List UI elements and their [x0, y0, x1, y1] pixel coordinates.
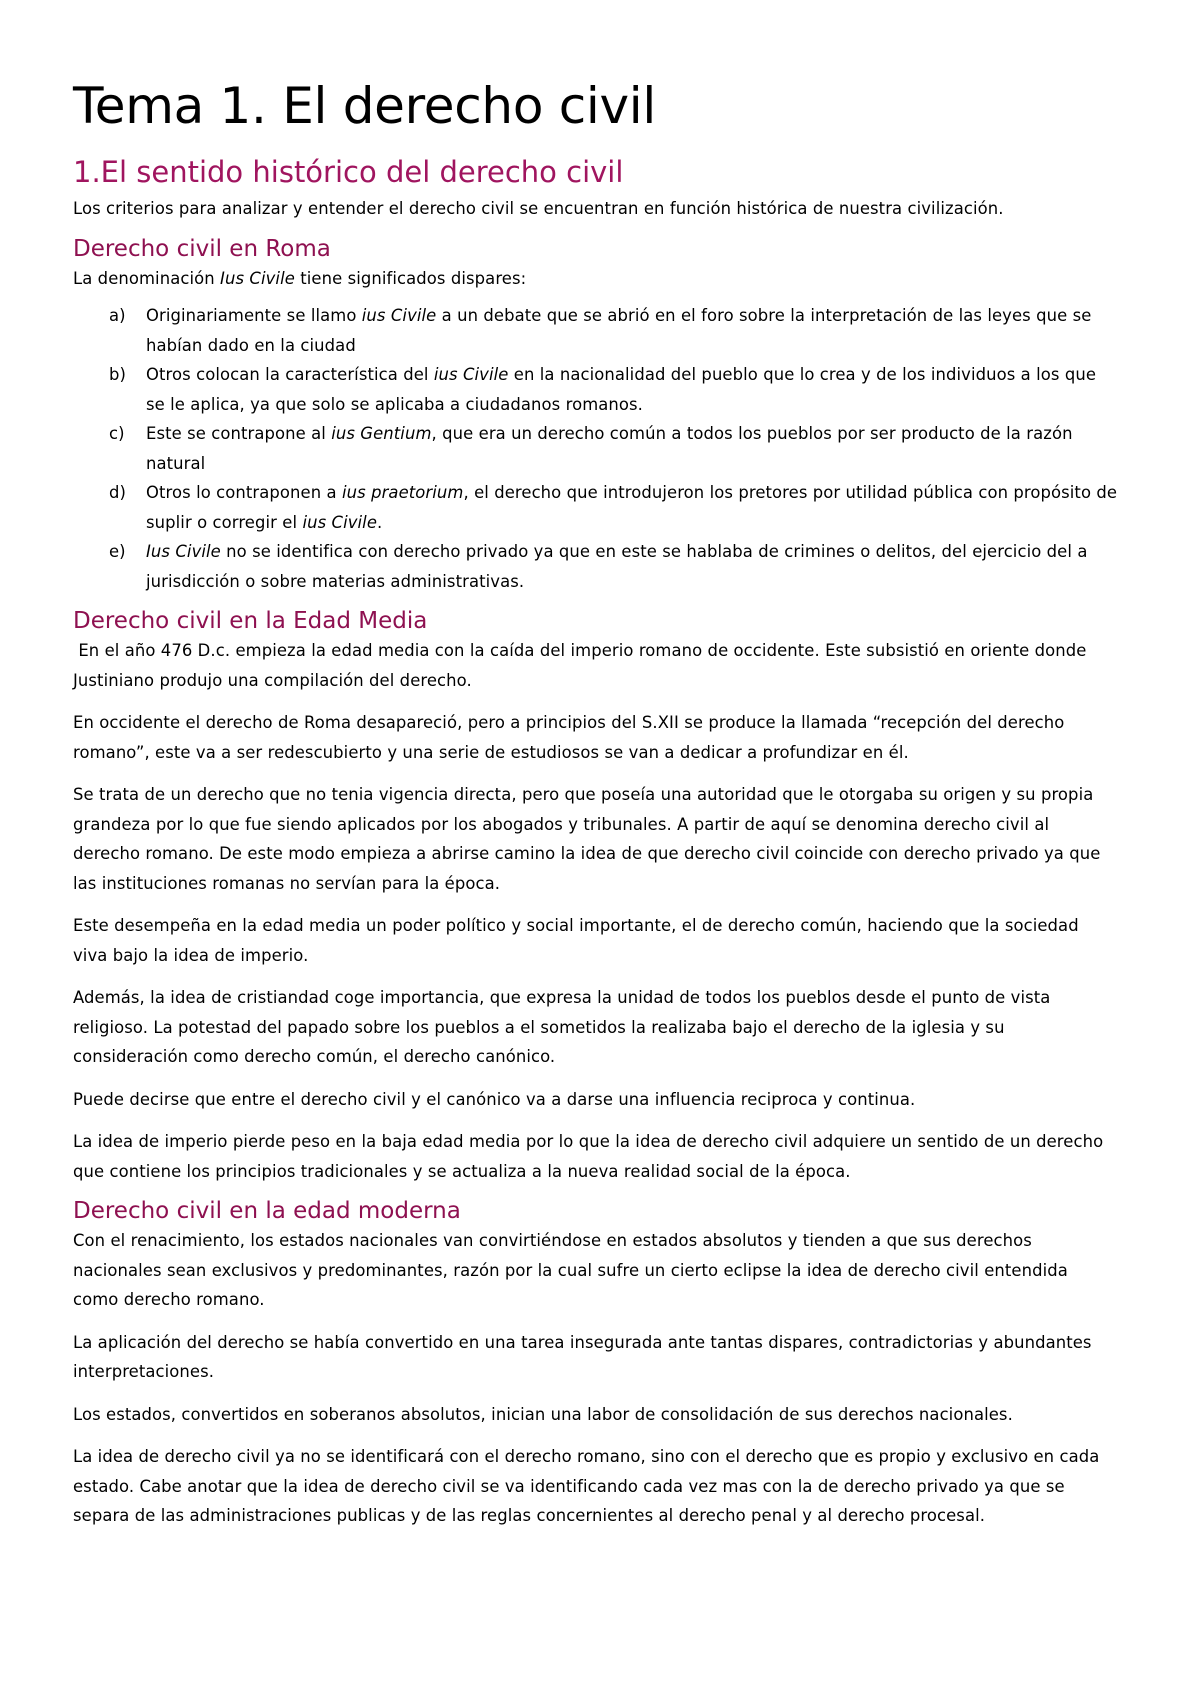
paragraph: En occidente el derecho de Roma desapareció, pero a principios del S.XII se produce la llamada “recepción del derecho romano”, este va a ser redescubierto y una serie de estudiosos se van a dedicar a profundizar en él. [73, 713, 1065, 762]
paragraph: Puede decirse que entre el derecho civil y el canónico va a darse una influencia reciproca y continua. [73, 1089, 916, 1109]
subheading-roma: Derecho civil en Roma [73, 235, 331, 262]
list-item: c) Este se contrapone al ius Gentium, que era un derecho común a todos los pueblos por ser producto de la razón natural [73, 419, 1118, 478]
paragraph: Los estados, convertidos en soberanos absolutos, inician una labor de consolidación de sus derechos nacionales. [73, 1404, 1013, 1424]
list-marker: a) [109, 306, 126, 325]
list-item: b) Otros colocan la característica del ius Civile en la nacionalidad del pueblo que lo crea y de los individuos a los que se le aplica, ya que solo se aplicaba a ciudadanos romanos. [73, 360, 1118, 419]
paragraph: En el año 476 D.c. empieza la edad media con la caída del imperio romano de occidente. Este subsistió en oriente donde Justiniano produjo una compilación del derecho. [73, 641, 1092, 690]
list-item: a) Originariamente se llamo ius Civile a un debate que se abrió en el foro sobre la interpretación de las leyes que se habían dado en la ciudad [73, 301, 1118, 360]
roma-meanings-list [73, 301, 1118, 596]
roma-intro: La denominación Ius Civile tiene significados dispares: [73, 268, 527, 288]
paragraph: La idea de derecho civil ya no se identificará con el derecho romano, sino con el derecho que es propio y exclusivo en cada estado. Cabe anotar que la idea de derecho civil se va identificando cada vez mas con la de derecho privado ya que se separa de las administraciones publicas y de las reglas concernientes al derecho penal y al derecho procesal. [73, 1447, 1100, 1525]
paragraph: Con el renacimiento, los estados nacionales van convirtiéndose en estados absolutos y tienden a que sus derechos nacionales sean exclusivos y predominantes, razón por la cual sufre un cierto eclipse la idea de derecho civil entendida como derecho romano. [73, 1231, 1068, 1309]
list-item: d) Otros lo contraponen a ius praetorium, el derecho que introdujeron los pretores por utilidad pública con propósito de suplir o corregir el ius Civile. [73, 478, 1118, 537]
paragraph: La idea de imperio pierde peso en la baja edad media por lo que la idea de derecho civil adquiere un sentido de un derecho que contiene los principios tradicionales y se actualiza a la nueva realidad social de la época. [73, 1132, 1104, 1181]
list-marker: c) [109, 424, 125, 443]
list-marker: b) [109, 365, 126, 384]
paragraph: Este desempeña en la edad media un poder político y social importante, el de derecho común, haciendo que la sociedad viva bajo la idea de imperio. [73, 916, 1079, 965]
document-page [73, 70, 1118, 1544]
paragraph: Además, la idea de cristiandad coge importancia, que expresa la unidad de todos los pueblos desde el punto de vista religioso. La potestad del papado sobre los pueblos a el sometidos la realizaba bajo el derecho de la iglesia y su consideración como derecho común, el derecho canónico. [73, 988, 1051, 1066]
paragraph: La aplicación del derecho se había convertido en una tarea insegurada ante tantas dispares, contradictorias y abundantes interpretaciones. [73, 1332, 1092, 1381]
subheading-edad-moderna: Derecho civil en la edad moderna [73, 1198, 461, 1224]
list-marker: e) [109, 542, 126, 561]
section-intro: Los criterios para analizar y entender el derecho civil se encuentran en función histórica de nuestra civilización. [73, 199, 1004, 218]
subheading-edad-media: Derecho civil en la Edad Media [73, 608, 428, 634]
section-heading-sentido-historico: 1.El sentido histórico del derecho civil [73, 155, 624, 189]
list-item: e) Ius Civile no se identifica con derecho privado ya que en este se hablaba de crimines o delitos, del ejercicio del a jurisdicción o sobre materias administrativas. [73, 537, 1118, 596]
paragraph: Se trata de un derecho que no tenia vigencia directa, pero que poseía una autoridad que le otorgaba su origen y su propia grandeza por lo que fue siendo aplicados por los abogados y tribunales. A partir de aquí se denomina derecho civil al derecho romano. De este modo empieza a abrirse camino la idea de que derecho civil coincide con derecho privado ya que las instituciones romanas no servían para la época. [73, 785, 1101, 893]
list-marker: d) [109, 483, 126, 502]
document-title: Tema 1. El derecho civil [73, 77, 656, 135]
